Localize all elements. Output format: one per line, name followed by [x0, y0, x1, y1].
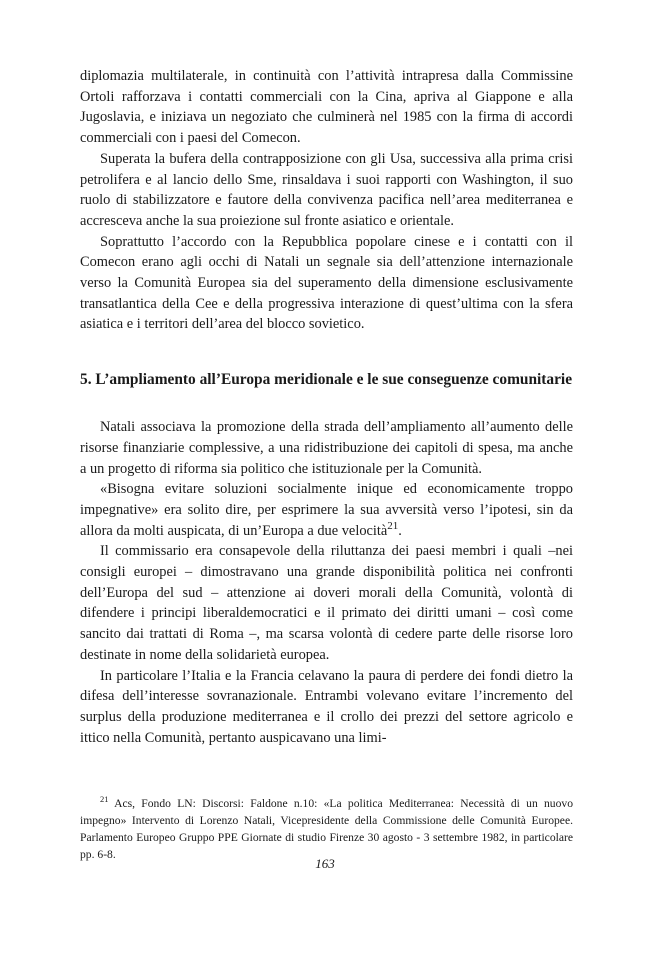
- paragraph-with-footnote: [80, 479, 573, 541]
- paragraph: In particolare l’Italia e la Francia celavano la paura di perdere dei fondi dietro la difesa dell’interesse sovranazionale. Entrambi volevano evitare l’incremento del surplus della produzione mediterranea e il crollo dei prezzi del settore agricolo e ittico nella Comunità, pertanto auspicavano una limi-: [80, 667, 573, 746]
- paragraph: Il commissario era consapevole della riluttanza dei paesi membri i quali –nei consigli europei – dimostravano una grande disponibilità politica nei confronti dell’Europa del sud – attenzione ai doveri morali della Comunità, volontà di difendere i principi liberaldemocratici e il primato dei diritti umani – così come sancito dai trattati di Roma –, ma scarsa volontà di cedere parte delle risorse loro destinate in nome della solidarietà europea.: [80, 543, 573, 663]
- paragraph-end: .: [398, 522, 402, 539]
- page-body: [80, 66, 573, 748]
- footnote: [80, 795, 573, 863]
- footnotes: [80, 795, 573, 863]
- paragraph: Soprattutto l’accordo con la Repubblica popolare cinese e i contatti con il Comecon erano agli occhi di Natali un segnale sia dell’attenzione internazionale verso la Comunità Europea sia del superamento della dimensione esclusivamente transatlantica della Cee e della progressiva interazione di quest’ultima con la sfera asiatica e i territori dell’area del blocco sovietico.: [80, 233, 573, 333]
- paragraph: Natali associava la promozione della strada dell’ampliamento all’aumento delle risorse finanziarie complessive, a una ridistribuzione dei capitoli di spesa, ma anche a un progetto di riforma sia politico che istituzionale per la Comunità.: [80, 419, 573, 477]
- paragraph: diplomazia multilaterale, in continuità con l’attività intrapresa dalla Commissine Ortoli rafforzava i contatti commerciali con la Cina, apriva al Giappone e alla Jugoslavia, e iniziava un negoziato che culminerà nel 1985 con la firma di accordi commerciali con i paesi del Comecon.: [80, 68, 573, 147]
- footnote-reference[interactable]: 21: [387, 519, 399, 532]
- page-number: 163: [315, 856, 335, 871]
- footnote-number: 21: [100, 794, 109, 805]
- paragraph-text: «Bisogna evitare soluzioni socialmente inique ed economicamente troppo impegnative» era solito dire, per esprimere la sua avversità verso l’ipotesi, sin da allora da molti auspicata, di un’Europa a due velocità: [80, 481, 573, 539]
- section-heading: 5. L’ampliamento all’Europa meridionale e le sue conseguenze comunitarie: [80, 371, 573, 389]
- footnote-text: Acs, Fondo LN: Discorsi: Faldone n.10: «La politica Mediterranea: Necessità di un nuovo impegno» Intervento di Lorenzo Natali, Vicepresidente della Commissione delle Comunità Europee. Parlamento Europeo Gruppo PPE Giornate di studio Firenze 30 agosto - 3 settembre 1982, in particolare pp. 6-8.: [80, 797, 573, 861]
- paragraph: Superata la bufera della contrapposizione con gli Usa, successiva alla prima crisi petrolifera e al lancio dello Sme, rinsaldava i suoi rapporti con Washington, il suo ruolo di stabilizzatore e fautore della convivenza pacifica nell’area mediterranea e accresceva anche la sua proiezione sul fronte asiatico e orientale.: [80, 150, 573, 229]
